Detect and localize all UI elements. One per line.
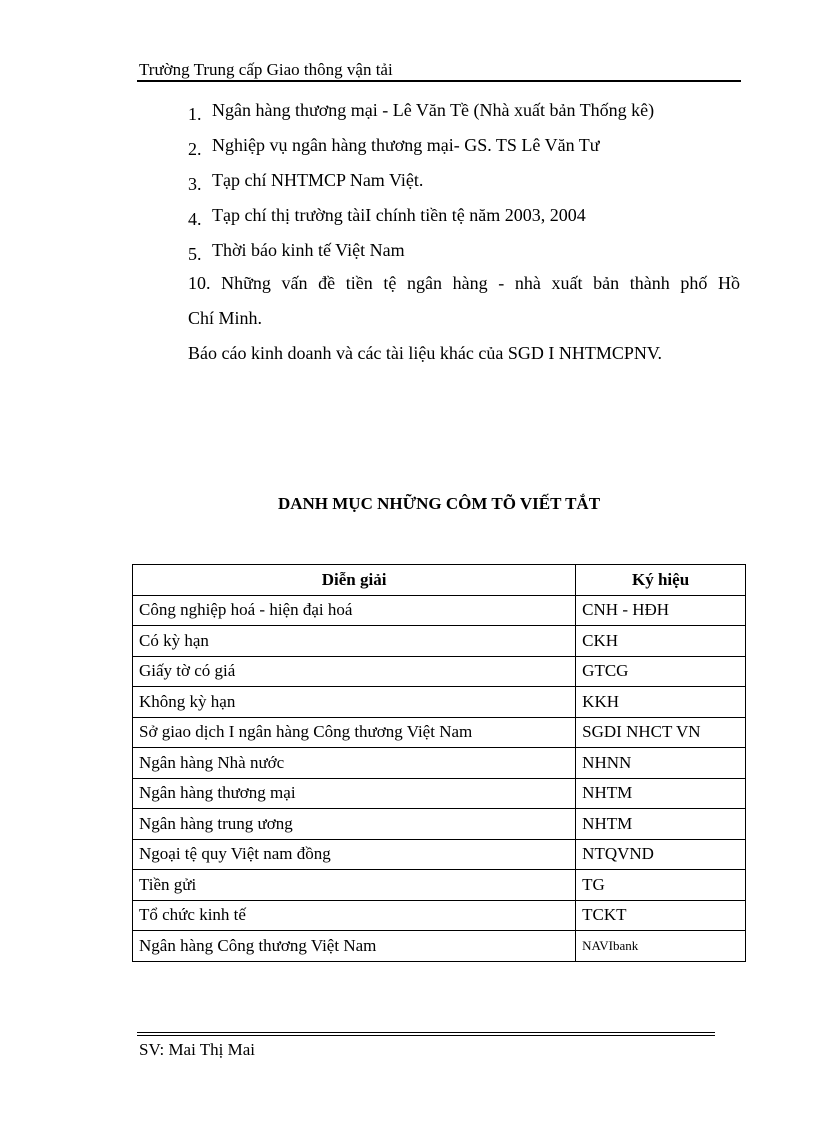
reference-text: Thời báo kinh tế Việt Nam [212, 240, 405, 260]
abbreviation-description: Ngân hàng Nhà nước [133, 748, 576, 779]
abbreviation-code: TCKT [576, 900, 746, 931]
abbreviations-title: DANH MỤC NHỮNG CÔM TÕ VIẾT TẮT [277, 494, 601, 513]
abbreviation-description: Không kỳ hạn [133, 687, 576, 718]
reference-text: Ngân hàng thương mại - Lê Văn Tề (Nhà xuất bản Thống kê) [212, 100, 655, 120]
abbreviation-code: NHTM [576, 778, 746, 809]
abbreviation-description: Tiền gửi [133, 870, 576, 901]
abbreviation-code: NHTM [576, 809, 746, 840]
footer-student-name: SV: Mai Thị Mai [139, 1040, 256, 1059]
reference-item-3 [188, 170, 424, 194]
table-row [133, 717, 746, 748]
table-row [133, 900, 746, 931]
abbreviation-code: CNH - HĐH [576, 595, 746, 626]
column-header-description: Diễn giải [133, 565, 576, 596]
reference-text: Nghiệp vụ ngân hàng thương mại- GS. TS Lê Văn Tư [212, 135, 600, 155]
abbreviation-code: NHNN [576, 748, 746, 779]
reference-number: 1. [188, 104, 202, 124]
footer-divider-bottom [137, 1035, 715, 1036]
abbreviations-table [132, 564, 746, 962]
table-row [133, 656, 746, 687]
abbreviation-code: SGDI NHCT VN [576, 717, 746, 748]
reference-text: Tạp chí NHTMCP Nam Việt. [212, 170, 424, 190]
abbreviation-description: Ngoại tệ quy Việt nam đồng [133, 839, 576, 870]
abbreviation-description: Có kỳ hạn [133, 626, 576, 657]
footer-divider-top [137, 1032, 715, 1033]
page-header-title: Trường Trung cấp Giao thông vận tải [139, 60, 393, 79]
reference-number: 4. [188, 209, 202, 229]
column-header-symbol: Ký hiệu [576, 565, 746, 596]
table-row [133, 839, 746, 870]
reference-item-2 [188, 135, 600, 159]
reference-number: 5. [188, 244, 202, 264]
table-row [133, 870, 746, 901]
reference-item-5 [188, 240, 405, 264]
abbreviation-description: Ngân hàng trung ương [133, 809, 576, 840]
abbreviation-description: Công nghiệp hoá - hiện đại hoá [133, 595, 576, 626]
header-divider [137, 80, 741, 82]
abbreviation-description: Ngân hàng Công thương Việt Nam [133, 931, 576, 962]
abbreviation-code: TG [576, 870, 746, 901]
table-row [133, 931, 746, 962]
reference-item-10-line-1: 10. Những vấn đề tiền tệ ngân hàng - nhà xuất bản thành phố Hồ [188, 273, 740, 293]
table-header-row [133, 565, 746, 596]
table-row [133, 595, 746, 626]
abbreviation-description: Ngân hàng thương mại [133, 778, 576, 809]
reference-number: 2. [188, 139, 202, 159]
abbreviation-code: KKH [576, 687, 746, 718]
abbreviation-description: Giấy tờ có giá [133, 656, 576, 687]
table-row [133, 748, 746, 779]
table-row [133, 687, 746, 718]
table-row [133, 778, 746, 809]
table-row [133, 809, 746, 840]
abbreviation-code: CKH [576, 626, 746, 657]
reference-item-4 [188, 205, 586, 229]
reference-number: 3. [188, 174, 202, 194]
reference-text: Tạp chí thị trường tàiI chính tiền tệ năm 2003, 2004 [212, 205, 586, 225]
reference-item-1 [188, 100, 655, 124]
abbreviation-code: NTQVND [576, 839, 746, 870]
reference-item-10-line-2: Chí Minh. [188, 308, 263, 328]
abbreviation-description: Tổ chức kinh tế [133, 900, 576, 931]
abbreviation-code: GTCG [576, 656, 746, 687]
abbreviation-description: Sở giao dịch I ngân hàng Công thương Việt Nam [133, 717, 576, 748]
report-note: Báo cáo kinh doanh và các tài liệu khác của SGD I NHTMCPNV. [188, 343, 663, 363]
abbreviation-code: NAVIbank [576, 931, 746, 962]
table-row [133, 626, 746, 657]
